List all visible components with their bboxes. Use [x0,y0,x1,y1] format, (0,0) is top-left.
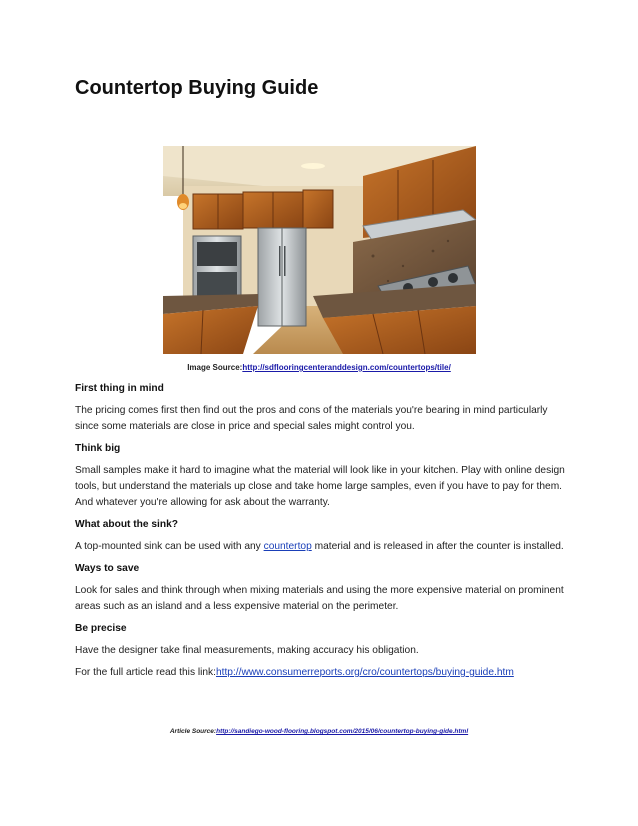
image-caption [0,363,638,372]
section-heading-be-precise: Be precise [75,623,127,634]
page-title: Countertop Buying Guide [75,77,319,99]
kitchen-photo [163,146,476,354]
article-source-label: Article Source: [169,728,217,735]
caption-label: Image Source: [187,363,243,372]
section-body-ways-to-save: Look for sales and think through when mixing materials and using the more expensive material on prominent areas such as an island and a less expensive material on the perimeter. [75,585,564,612]
image-source-link[interactable]: http://sdflooringcenteranddesign.com/countertops/tile/ [242,363,451,372]
full-article-link[interactable]: http://www.consumerreports.org/cro/countertops/buying-guide.htm [215,667,514,678]
section-body-sink [75,539,565,555]
section-body-be-precise: Have the designer take final measurements, making accuracy his obligation. [75,645,419,656]
article-body [75,381,565,687]
section-body-think-big: Small samples make it hard to imagine what the material will look like in your kitchen. Play with online design tools, but understand the materials up close and take home large samples, even if you have to pay for them. And whatever you're allowing for ask about the warranty. [75,465,565,508]
article-source [0,728,638,735]
sink-text-before: A top-mounted sink can be used with any [75,541,264,552]
sink-text-after: material and is released in after the counter is installed. [311,541,564,552]
full-article-line [75,665,565,681]
section-body-first-thing: The pricing comes first then find out the pros and cons of the materials you're bearing in mind particularly since some materials are close in price and special sales might control you. [75,405,548,432]
section-heading-think-big: Think big [75,443,121,454]
article-source-link[interactable]: http://sandiego-wood-flooring.blogspot.com/2015/06/countertop-buying-gide.html [216,728,469,735]
countertop-link[interactable]: countertop [263,541,312,552]
section-heading-sink: What about the sink? [75,519,179,530]
full-article-label: For the full article read this link: [75,667,216,678]
section-heading-first-thing: First thing in mind [75,383,164,394]
section-heading-ways-to-save: Ways to save [75,563,140,574]
